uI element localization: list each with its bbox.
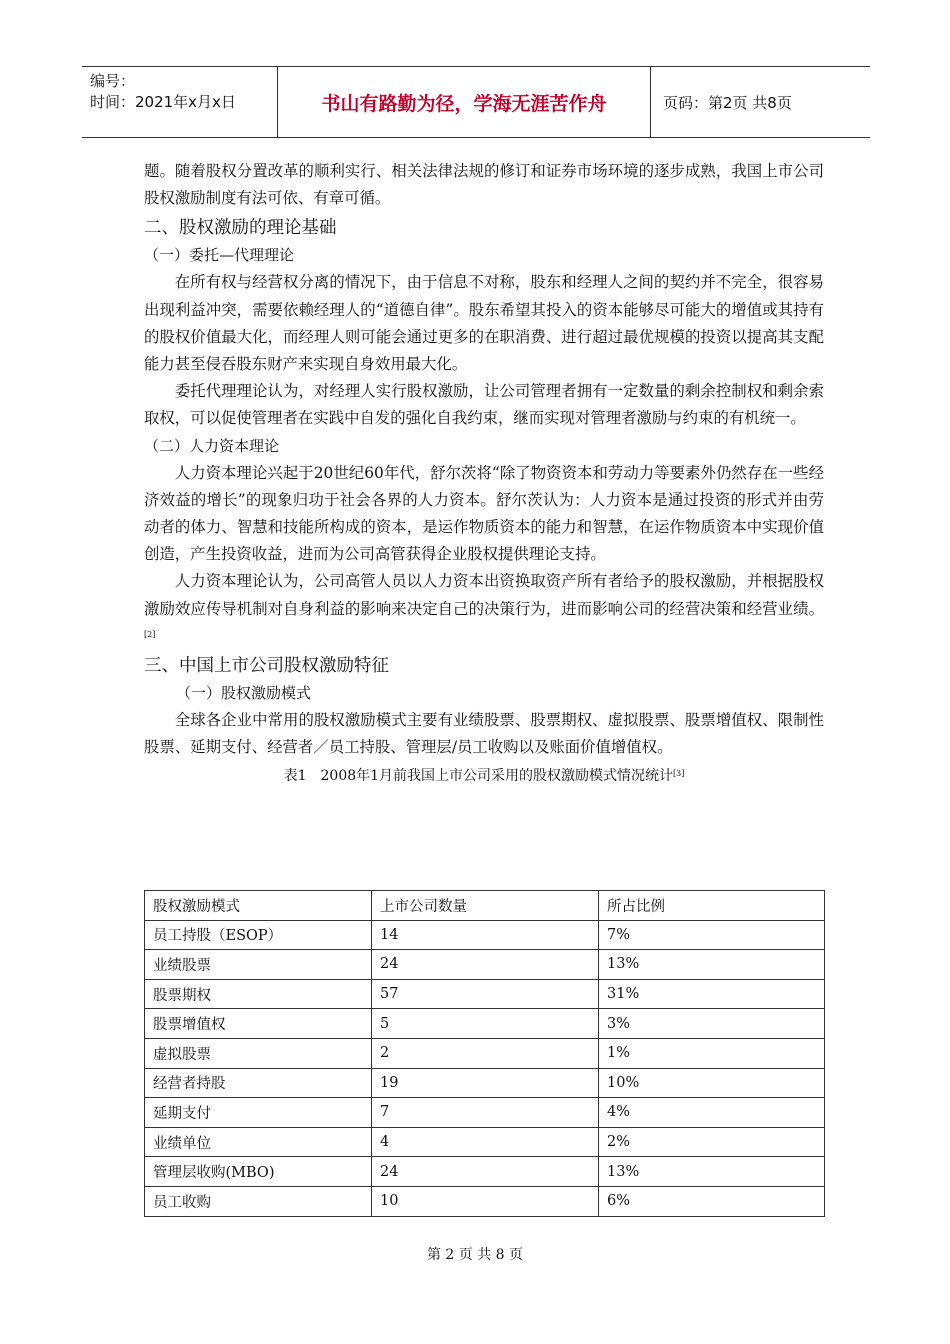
table-cell: 员工收购 [145,1186,372,1216]
table-cell: 1% [599,1038,825,1068]
table-cell: 24 [372,950,599,980]
table-cell: 虚拟股票 [145,1038,372,1068]
time-label: 时间：2021年x月x日 [90,93,236,111]
table-row [145,1098,825,1128]
table-cell: 14 [372,920,599,950]
table-cell: 7% [599,920,825,950]
table-cell: 业绩股票 [145,950,372,980]
paragraph [144,568,824,650]
header-motto: 书山有路勤为径，学海无涯苦作舟 [278,67,651,137]
table-cell: 31% [599,979,825,1009]
table-row [145,979,825,1009]
table-cell: 24 [372,1157,599,1187]
column-header: 所占比例 [599,891,825,921]
table-cell: 13% [599,1157,825,1187]
document-body [144,158,824,787]
paragraph: 委托代理理论认为，对经理人实行股权激励，让公司管理者拥有一定数量的剩余控制权和剩余索取权，可以促使管理者在实践中自发的强化自我约束，继而实现对管理者激励与约束的有机统一。 [144,382,824,428]
caption-text: 表1 2008年1月前我国上市公司采用的股权激励模式情况统计 [283,768,674,785]
table-cell: 4 [372,1127,599,1157]
table-cell: 10% [599,1068,825,1098]
header-meta [82,67,278,137]
table-cell: 7 [372,1098,599,1128]
table-row [145,920,825,950]
paragraph: 全球各企业中常用的股权激励模式主要有业绩股票、股票期权、虚拟股票、股票增值权、限制性股票、延期支付、经营者／员工持股、管理层/员工收购以及账面价值增值权。 [144,711,824,757]
table-cell: 管理层收购(MBO) [145,1157,372,1187]
incentive-modes-table [144,890,825,1217]
table-cell: 10 [372,1186,599,1216]
paragraph: 在所有权与经营权分离的情况下，由于信息不对称，股东和经理人之间的契约并不完全，很容易出现利益冲突，需要依赖经理人的“道德自律”。股东希望其投入的资本能够尽可能大的增值或其持有的股权价值最大化，而经理人则可能会通过更多的在职消费、进行超过最优规模的投资以提高其支配能力甚至侵吞股东财产来实现自身效用最大化。 [144,273,824,374]
citation-ref: [2] [144,629,156,639]
table-cell: 员工持股（ESOP） [145,920,372,950]
table-row [145,1157,825,1187]
page-header [82,66,870,138]
table-row [145,1068,825,1098]
table-cell: 业绩单位 [145,1127,372,1157]
table-row [145,950,825,980]
column-header: 上市公司数量 [372,891,599,921]
paragraph: 人力资本理论兴起于20世纪60年代，舒尔茨将“除了物资资本和劳动力等要素外仍然存在一些经济效益的增长”的现象归功于社会各界的人力资本。舒尔茨认为：人力资本是通过投资的形式并由劳动者的体力、智慧和技能所构成的资本，是运作物质资本的能力和智慧，在运作物质资本中实现价值创造，产生投资收益，进而为公司高管获得企业股权提供理论支持。 [144,463,824,564]
subsection-heading: （二）人力资本理论 [144,436,280,455]
paragraph: 题。随着股权分置改革的顺利实行、相关法律法规的修订和证券市场环境的逐步成熟，我国上市公司股权激励制度有法可依、有章可循。 [144,162,824,208]
section-heading: 二、股权激励的理论基础 [144,218,337,239]
subsection-heading: （一）委托—代理理论 [144,246,295,265]
table-cell: 股票期权 [145,979,372,1009]
paragraph-text: 人力资本理论认为，公司高管人员以人力资本出资换取资产所有者给予的股权激励，并根据股权激励效应传导机制对自身利益的影响来决定自己的决策行为，进而影响公司的经营决策和经营业绩。 [144,572,824,618]
citation-ref: [3] [673,769,685,779]
subsection-heading: （一）股权激励模式 [176,684,312,703]
table-cell: 2% [599,1127,825,1157]
table-cell: 2 [372,1038,599,1068]
table-cell: 延期支付 [145,1098,372,1128]
table-cell: 13% [599,950,825,980]
number-label: 编号： [90,72,136,90]
table-row [145,1186,825,1216]
table-row [145,1038,825,1068]
table-cell: 19 [372,1068,599,1098]
table-cell: 5 [372,1009,599,1039]
section-heading: 三、中国上市公司股权激励特征 [144,656,389,677]
table-cell: 3% [599,1009,825,1039]
table-cell: 57 [372,979,599,1009]
table-caption [144,765,824,787]
column-header: 股权激励模式 [145,891,372,921]
table-row [145,1009,825,1039]
table-row [145,1127,825,1157]
table-cell: 6% [599,1186,825,1216]
header-page-info: 页码：第2页 共8页 [663,93,792,112]
table-header-row [145,891,825,921]
table-cell: 经营者持股 [145,1068,372,1098]
table-cell: 4% [599,1098,825,1128]
page-footer: 第 2 页 共 8 页 [426,1247,524,1263]
table-cell: 股票增值权 [145,1009,372,1039]
